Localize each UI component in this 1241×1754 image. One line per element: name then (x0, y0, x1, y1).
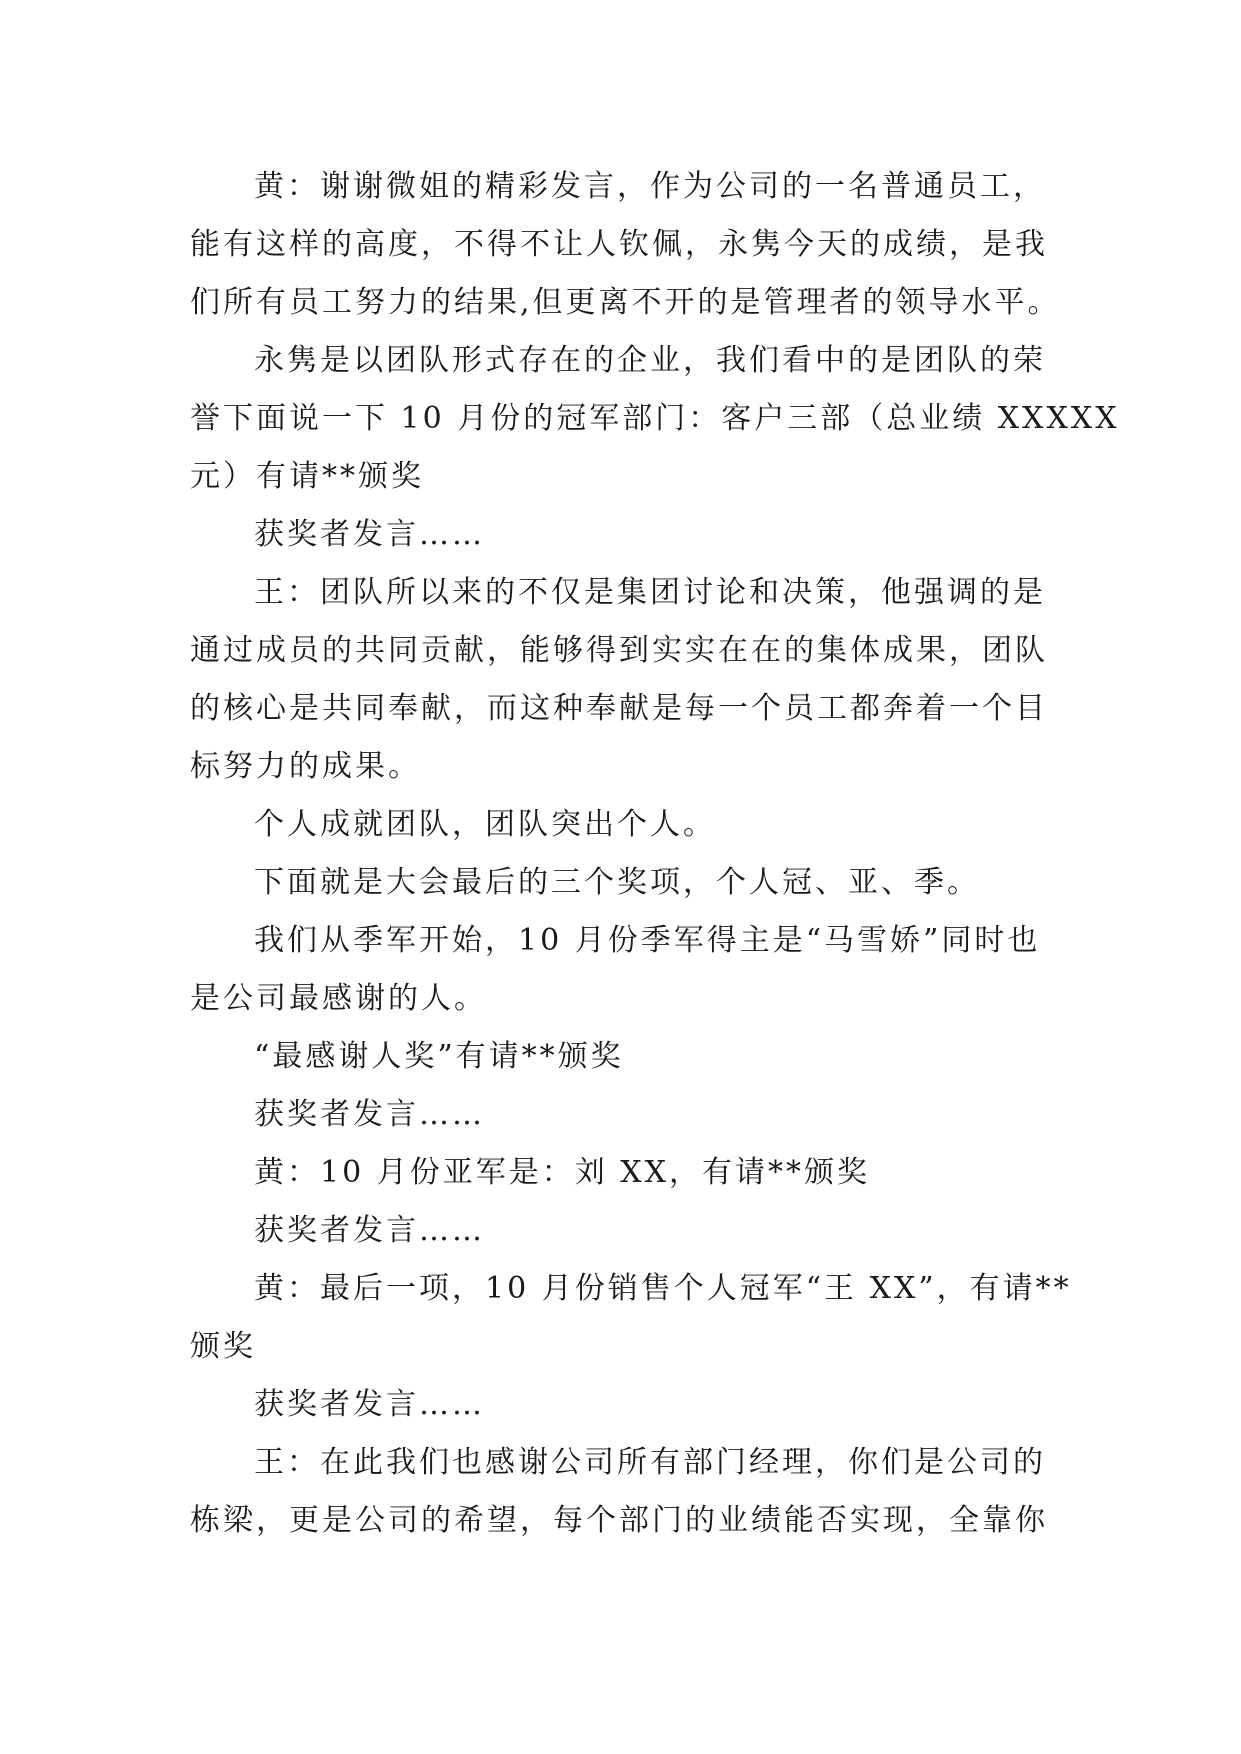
text-line: 颁奖 (190, 1329, 256, 1364)
text-line: 王：团队所以来的不仅是集团讨论和决策，他强调的是 (254, 575, 1046, 610)
text-line: 下面就是大会最后的三个奖项，个人冠、亚、季。 (254, 865, 980, 900)
text-line: 栋梁，更是公司的希望，每个部门的业绩能否实现，全靠你 (190, 1503, 1048, 1538)
paragraph (190, 854, 1060, 912)
paragraph (190, 506, 1060, 564)
paragraph (190, 1260, 1072, 1376)
text-line: 获奖者发言…… (254, 1213, 485, 1248)
text-line: 标努力的成果。 (190, 749, 421, 784)
paragraph (190, 1434, 1060, 1550)
text-line: 能有这样的高度，不得不让人钦佩，永隽今天的成绩，是我 (190, 227, 1048, 262)
text-line: 黄：10 月份亚军是：刘 XX，有请**颁奖 (254, 1155, 870, 1190)
paragraph (190, 796, 1060, 854)
text-line: 永隽是以团队形式存在的企业，我们看中的是团队的荣 (254, 343, 1046, 378)
text-line: 的核心是共同奉献，而这种奉献是每一个员工都奔着一个目 (190, 691, 1048, 726)
text-line: 通过成员的共同贡献，能够得到实实在在的集体成果，团队 (190, 633, 1048, 668)
text-line: “最感谢人奖”有请**颁奖 (254, 1039, 624, 1074)
text-line: 黄：最后一项，10 月份销售个人冠军“王 XX”，有请** (254, 1271, 1072, 1306)
text-line: 获奖者发言…… (254, 517, 485, 552)
paragraph (190, 158, 1060, 332)
text-line: 黄：谢谢微姐的精彩发言，作为公司的一名普通员工， (254, 169, 1046, 204)
paragraph (190, 1376, 1060, 1434)
paragraph (190, 1086, 1060, 1144)
document-page (190, 158, 1120, 1550)
paragraph (190, 564, 1060, 796)
text-line: 王：在此我们也感谢公司所有部门经理，你们是公司的 (254, 1445, 1046, 1480)
text-line: 获奖者发言…… (254, 1097, 485, 1132)
paragraph (190, 1202, 1060, 1260)
text-line: 们所有员工努力的结果,但更离不开的是管理者的领导水平。 (190, 285, 1061, 320)
paragraph (190, 1028, 1060, 1086)
text-line: 获奖者发言…… (254, 1387, 485, 1422)
text-line: 元）有请**颁奖 (190, 459, 424, 494)
text-line: 我们从季军开始，10 月份季军得主是“马雪娇”同时也 (254, 923, 1041, 958)
text-line: 是公司最感谢的人。 (190, 981, 487, 1016)
text-line: 誉下面说一下 10 月份的冠军部门：客户三部（总业绩 XXXXX (190, 401, 1120, 436)
text-line: 个人成就团队，团队突出个人。 (254, 807, 716, 842)
paragraph (190, 1144, 1060, 1202)
paragraph (190, 332, 1120, 506)
paragraph (190, 912, 1060, 1028)
